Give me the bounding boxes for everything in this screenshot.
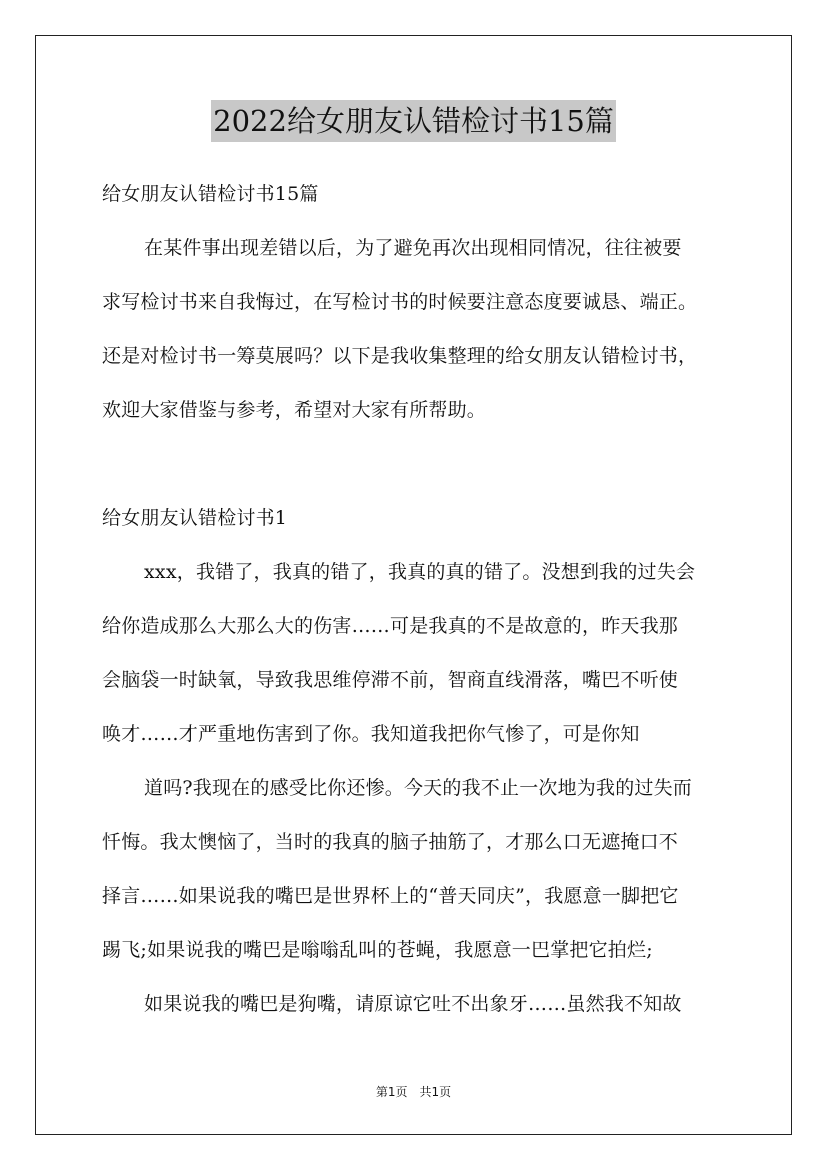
page-footer: 第1页 共1页 bbox=[375, 1085, 452, 1099]
paragraph-line: 踢飞;如果说我的嘴巴是嗡嗡乱叫的苍蝇，我愿意一巴掌把它拍烂; bbox=[102, 939, 653, 961]
paragraph-line: 唤才……才严重地伤害到了你。我知道我把你气惨了，可是你知 bbox=[102, 723, 640, 745]
paragraph-line: 道吗?我现在的感受比你还惨。今天的我不止一次地为我的过失而 bbox=[144, 777, 692, 799]
paragraph-line: 如果说我的嘴巴是狗嘴，请原谅它吐不出象牙……虽然我不知故 bbox=[144, 993, 682, 1015]
paragraph-line: 会脑袋一时缺氧，导致我思维停滞不前，智商直线滑落，嘴巴不听使 bbox=[102, 669, 679, 691]
paragraph-line: xxx，我错了，我真的错了，我真的真的错了。没想到我的过失会 bbox=[144, 561, 696, 583]
paragraph-line: 欢迎大家借鉴与参考，希望对大家有所帮助。 bbox=[102, 399, 487, 421]
paragraph-line: 在某件事出现差错以后，为了避免再次出现相同情况，往往被要 bbox=[144, 237, 682, 259]
document-title-text: 2022给女朋友认错检讨书15篇 bbox=[211, 100, 616, 142]
section-heading: 给女朋友认错检讨书1 bbox=[102, 507, 288, 529]
paragraph-line: 择言……如果说我的嘴巴是世界杯上的“普天同庆”，我愿意一脚把它 bbox=[102, 885, 679, 907]
paragraph-line: 求写检讨书来自我悔过，在写检讨书的时候要注意态度要诚恳、端正。 bbox=[102, 291, 698, 313]
paragraph-line: 忏悔。我太懊恼了，当时的我真的脑子抽筋了，才那么口无遮掩口不 bbox=[102, 831, 679, 853]
paragraph-line: 还是对检讨书一筹莫展吗？以下是我收集整理的给女朋友认错检讨书， bbox=[102, 345, 698, 367]
document-title bbox=[0, 100, 827, 144]
paragraph-line: 给你造成那么大那么大的伤害……可是我真的不是故意的，昨天我那 bbox=[102, 615, 679, 637]
document-subtitle: 给女朋友认错检讨书15篇 bbox=[102, 183, 319, 205]
